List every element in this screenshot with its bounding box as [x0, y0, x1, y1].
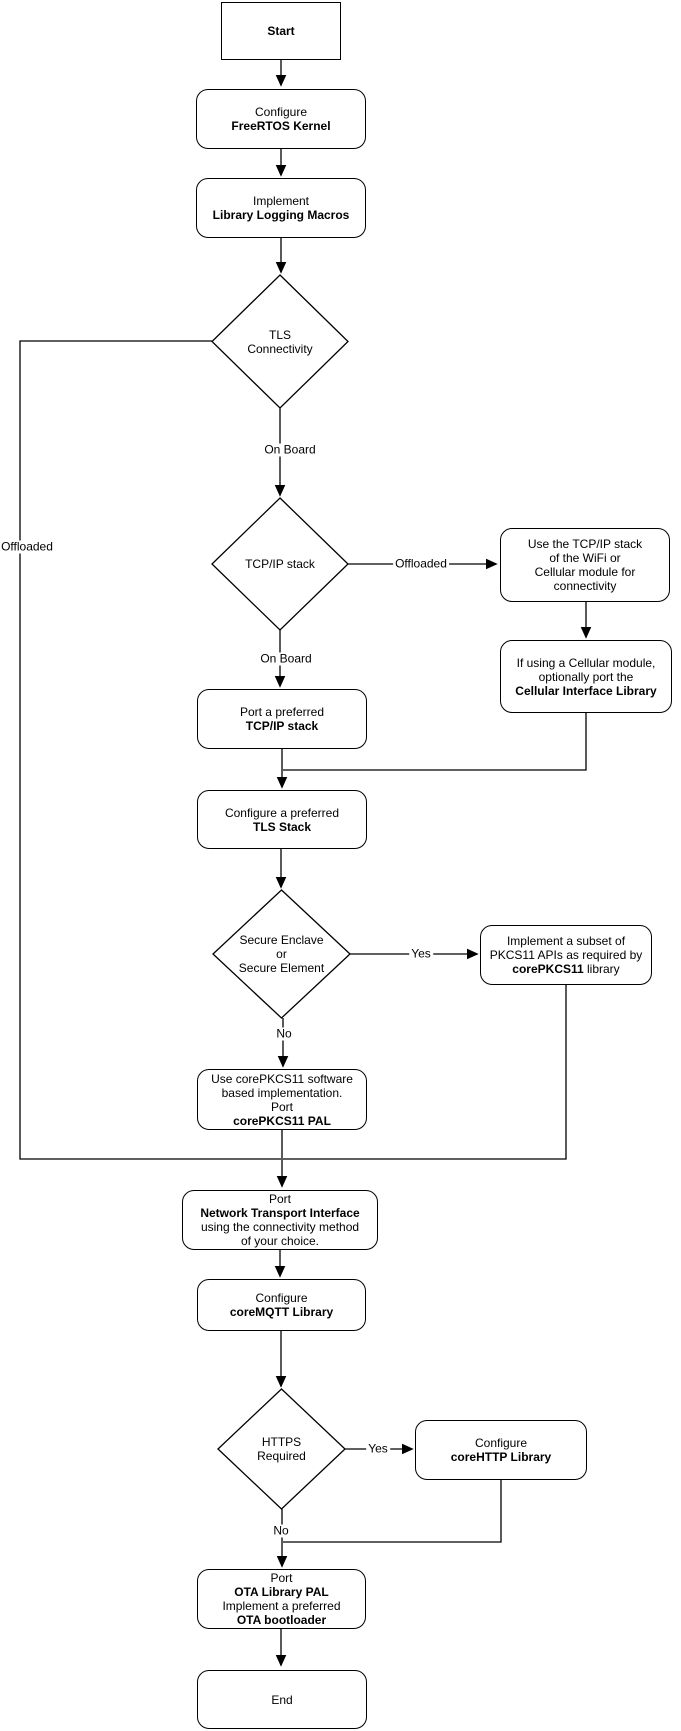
node-text: HTTPS [261, 1435, 302, 1449]
node-text: Implement a subset of [506, 934, 626, 948]
node-text: OTA bootloader [236, 1613, 327, 1627]
node-offloaded-tcpip-stack [500, 528, 670, 602]
node-configure-corehttp [415, 1420, 587, 1480]
node-text: Configure [474, 1436, 528, 1450]
node-text: If using a Cellular module, [516, 655, 656, 670]
node-text: connectivity [553, 579, 617, 593]
node-ota-library-pal [197, 1569, 366, 1629]
node-text: TLS [268, 327, 291, 342]
node-text: Connectivity [247, 341, 313, 356]
node-text: FreeRTOS Kernel [231, 119, 331, 133]
node-text: of the WiFi or [549, 551, 621, 565]
node-text: coreMQTT Library [229, 1305, 334, 1319]
node-text: Network Transport Interface [200, 1206, 360, 1220]
node-start [221, 2, 341, 60]
node-pkcs11-apis [480, 925, 652, 985]
edge-label-https-yes: Yes [368, 1441, 388, 1456]
edge-label-tcpip-on-board: On Board [260, 651, 312, 666]
node-text: Implement [252, 194, 310, 208]
node-text-rest: library [583, 962, 620, 976]
node-text: Configure [255, 1291, 308, 1305]
node-end [197, 1670, 367, 1729]
decision-https-required-label [218, 1389, 345, 1509]
node-text: TLS Stack [252, 819, 312, 834]
node-text: Use corePKCS11 software [211, 1071, 353, 1086]
node-text: Configure [254, 105, 308, 119]
node-text-bold: corePKCS11 [512, 962, 584, 976]
node-text: or [276, 947, 287, 961]
node-text: Implement a preferred [222, 1599, 341, 1613]
node-text: based implementation. [221, 1085, 343, 1100]
node-cellular-interface-library [500, 640, 672, 713]
node-text: Use the TCP/IP stack [527, 537, 643, 551]
node-text: optionally port the [538, 669, 634, 684]
node-text: Secure Element [238, 961, 325, 975]
node-text: Port a preferred [239, 705, 325, 719]
decision-secure-enclave-label [213, 890, 350, 1018]
node-configure-coremqtt [197, 1279, 366, 1331]
decision-tcpip-stack-label [212, 498, 348, 630]
node-text: using the connectivity method [200, 1220, 360, 1234]
node-text: TCP/IP stack [245, 557, 315, 571]
node-text: Port [270, 1571, 293, 1585]
edge-label-tcpip-offloaded: Offloaded [395, 556, 447, 571]
node-text: Secure Enclave [239, 933, 324, 947]
node-text: coreHTTP Library [450, 1450, 552, 1464]
node-port-tcpip-stack [197, 689, 367, 749]
node-text: Required [257, 1449, 306, 1463]
node-text: Port [268, 1192, 291, 1206]
edge-label-secure-yes: Yes [411, 946, 431, 961]
decision-tls-connectivity-label [212, 275, 348, 408]
node-text: PKCS11 APIs as required by [489, 948, 643, 962]
node-library-logging-macros [196, 178, 366, 238]
edge-label-secure-no: No [276, 1026, 292, 1041]
node-text: of your choice. [240, 1234, 320, 1248]
edge-tls-offloaded-to-merge [20, 341, 281, 1159]
node-start-label: Start [267, 24, 295, 38]
node-text: corePKCS11 PAL [233, 1113, 331, 1128]
node-text: Configure a preferred [224, 805, 340, 820]
node-text [512, 962, 619, 976]
edge-label-https-no: No [273, 1523, 289, 1538]
node-text: Port [270, 1099, 293, 1114]
node-end-label: End [271, 1692, 293, 1707]
node-text: TCP/IP stack [245, 719, 319, 733]
node-text: Library Logging Macros [212, 208, 350, 222]
node-text: OTA Library PAL [234, 1585, 329, 1599]
node-text: Cellular Interface Library [515, 683, 657, 698]
node-network-transport-interface [182, 1190, 378, 1250]
edge-label-tls-offloaded: Offloaded [1, 539, 53, 554]
node-text: Cellular module for [534, 565, 636, 579]
node-corepkcs11-pal [197, 1069, 367, 1130]
edge-label-tls-on-board: On Board [264, 442, 316, 457]
node-configure-freertos-kernel [196, 89, 366, 149]
node-configure-tls-stack [197, 790, 367, 849]
